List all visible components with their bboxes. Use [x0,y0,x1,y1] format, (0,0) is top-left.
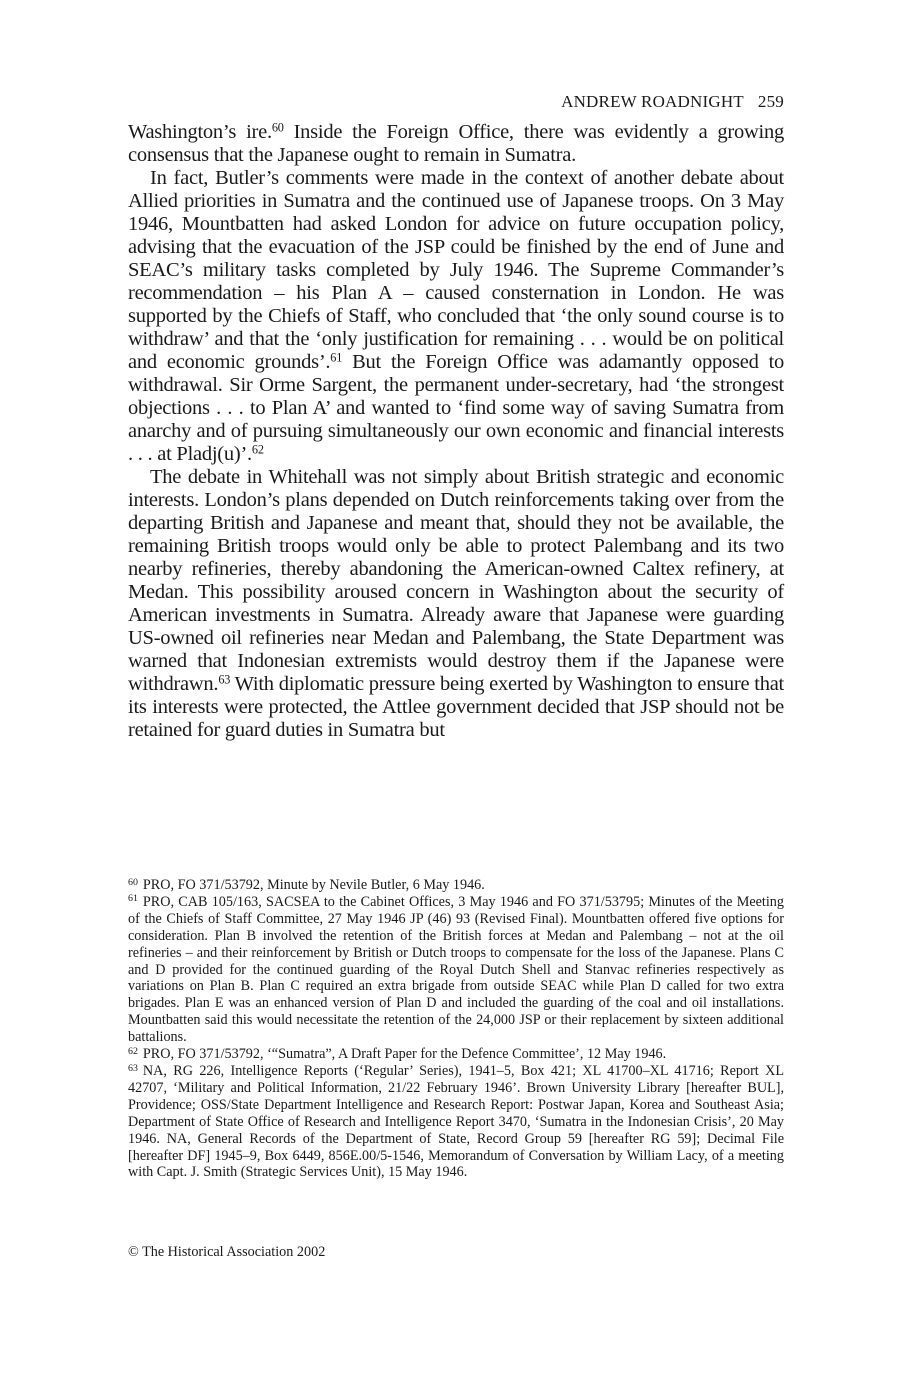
footnote-text: PRO, FO 371/53792, Minute by Nevile Butler, 6 May 1946. [142,877,485,893]
body-text [128,121,784,742]
text-run: But the Foreign Office was adamantly opposed to withdrawal. Sir Orme Sargent, the permanent under-secretary, had ‘the strongest objections . . . to Plan A’ and wanted to ‘find some way of saving Sumatra from anarchy and of pursuing simultaneously our own economic and financial interests . . . at Pladj(u)’. [128,351,785,465]
footnote-number: 61 [128,893,138,905]
footnotes [128,877,784,1181]
footnote-text: NA, RG 226, Intelligence Reports (‘Regular’ Series), 1941–5, Box 421; XL 41700–XL 41716; Report XL 42707, ‘Military and Political Information, 21/22 February 1946’. Brown University Library [hereafter BUL], Providence; OSS/State Department Intelligence and Research Report: Postwar Japan, Korea and Southeast Asia; Department of State Office of Research and Intelligence Report 3470, ‘Sumatra in the Indonesian Crisis’, 20 May 1946. NA, General Records of the Department of State, Record Group 59 [hereafter RG 59]; Decimal File [hereafter DF] 1945–9, Box 6449, 856E.00/5-1546, Memorandum of Conversation by William Lacy, of a meeting with Capt. J. Smith (Strategic Services Unit), 15 May 1946. [128,1062,784,1181]
footnote-ref-61[interactable]: 61 [330,350,343,365]
running-head [561,92,784,112]
paragraph [128,466,784,742]
text-run: Inside the Foreign Office, there was evidently a growing consensus that the Japanese ought to remain in Sumatra. [128,121,784,166]
text-run: The debate in Whitehall was not simply about British strategic and economic interests. London’s plans depended on Dutch reinforcements taking over from the departing British and Japanese and meant that, should they not be available, the remaining British troops would only be able to protect Palembang and its two nearby refineries, thereby abandoning the American-owned Caltex refinery, at Medan. This possibility aroused concern in Washington about the security of American investments in Sumatra. Already aware that Japanese were guarding US-owned oil refineries near Medan and Palembang, the State Department was warned that Indonesian extremists would destroy them if the Japanese were withdrawn. [128,466,784,695]
footnote-ref-60[interactable]: 60 [271,120,284,135]
footnote-ref-63[interactable]: 63 [218,672,231,687]
footnote-63 [128,1063,784,1181]
text-run: Washington’s ire. [128,121,272,143]
footnote-number: 60 [128,876,138,888]
author-name: ANDREW ROADNIGHT [561,92,744,111]
footnote-62 [128,1046,784,1063]
copyright-notice: © The Historical Association 2002 [128,1244,326,1260]
paragraph [128,167,784,466]
footnote-text: PRO, CAB 105/163, SACSEA to the Cabinet Offices, 3 May 1946 and FO 371/53795; Minutes of the Meeting of the Chiefs of Staff Committee, 27 May 1946 JP (46) 93 (Revised Final). Mountbatten offered five options for consideration. Plan B involved the retention of the British forces at Medan and Palembang – not at the oil refineries – and their reinforcement by British or Dutch troops to compensate for the loss of the Japanese. Plans C and D provided for the continued guarding of the Royal Dutch Shell and Stanvac refineries respectively as variations on Plan B. Plan C required an extra brigade from outside SEAC while Plan D called for two extra brigades. Plan E was an enhanced version of Plan D and included the guarding of the coal and oil installations. Mountbatten said this would necessitate the retention of the 24,000 JSP or their replacement by sixteen additional battalions. [128,893,784,1046]
paragraph [128,121,784,167]
footnote-number: 62 [128,1045,138,1057]
text-run: With diplomatic pressure being exerted by Washington to ensure that its interests were protected, the Attlee government decided that JSP should not be retained for guard duties in Sumatra but [128,673,784,741]
footnote-ref-62[interactable]: 62 [251,442,264,457]
footnote-60 [128,877,784,894]
footnote-number: 63 [128,1062,138,1074]
text-run: In fact, Butler’s comments were made in the context of another debate about Allied priorities in Sumatra and the continued use of Japanese troops. On 3 May 1946, Mountbatten had asked London for advice on future occupation policy, advising that the evacuation of the JSP could be finished by the end of June and SEAC’s military tasks completed by July 1946. The Supreme Commander’s recommendation – his Plan A – caused consternation in London. He was supported by the Chiefs of Staff, who concluded that ‘the only sound course is to withdraw’ and that the ‘only justification for remaining . . . would be on political and economic grounds’. [128,167,784,373]
page-number: 259 [757,92,784,111]
footnote-text: PRO, FO 371/53792, ‘“Sumatra”, A Draft Paper for the Defence Committee’, 12 May 1946. [142,1046,667,1063]
footnote-61 [128,894,784,1046]
